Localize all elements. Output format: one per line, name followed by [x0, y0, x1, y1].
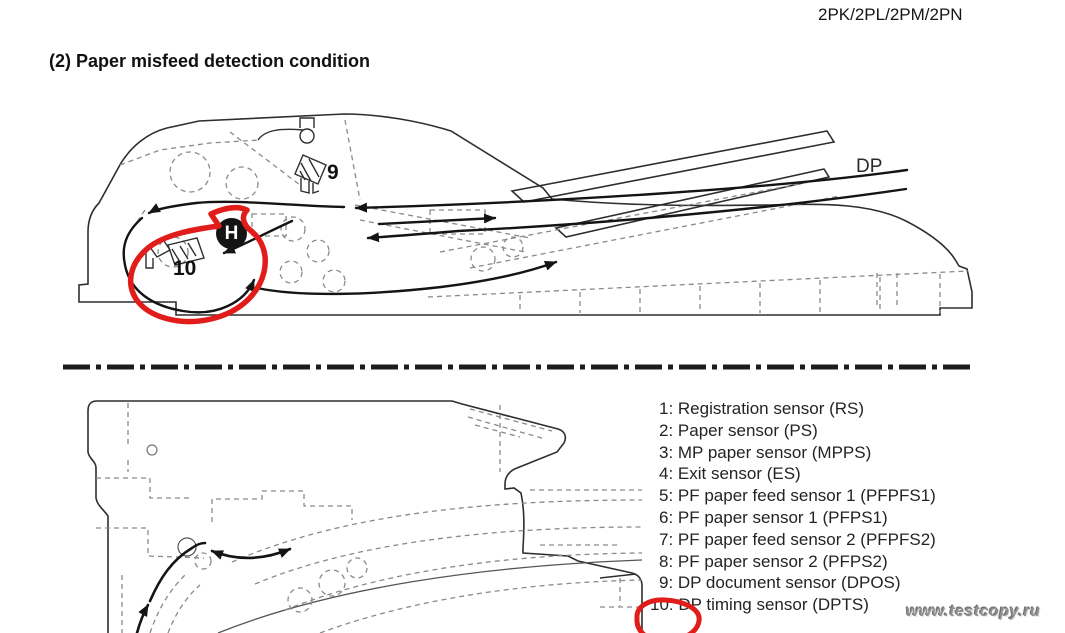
sensor-list-item: 9: DP document sensor (DPOS) [659, 573, 901, 593]
sensor-list-item: 8: PF paper sensor 2 (PFPS2) [659, 551, 888, 571]
main-unit-outline [88, 401, 642, 633]
sensor-10-label: 10 [173, 257, 197, 280]
sensor-list-item: 4: Exit sensor (ES) [659, 464, 801, 484]
sensor-9-icon [258, 118, 326, 193]
sensor-list-item: 1: Registration sensor (RS) [659, 399, 865, 418]
dp-feed-tray [512, 131, 834, 202]
feed-up-arrow [137, 605, 148, 633]
dp-label: DP [856, 156, 883, 177]
sensor-list-item-circled: 10: DP timing sensor (DPTS) [650, 595, 869, 615]
dp-internal-dashed [120, 120, 968, 313]
sensor-list-item: 7: PF paper feed sensor 2 (PFPFS2) [659, 529, 936, 549]
sensor-list-item: 5: PF paper feed sensor 1 (PFPFS1) [659, 486, 936, 506]
sensor-list-item: 6: PF paper sensor 1 (PFPS1) [659, 507, 888, 527]
watermark: www.testcopy.ru [906, 603, 1041, 620]
sensor-list-item: 3: MP paper sensor (MPPS) [659, 442, 872, 462]
main-unit-diagram [88, 401, 642, 633]
dp-outline [79, 114, 972, 315]
model-code-header: 2PK/2PL/2PM/2PN [818, 5, 963, 24]
page-title: (2) Paper misfeed detection condition [49, 51, 371, 71]
jam-point-h-badge: H [216, 218, 247, 249]
sensor-9-label: 9 [327, 161, 339, 184]
sensor-list-item: 2: Paper sensor (PS) [659, 420, 818, 440]
swing-double-arrow [212, 549, 290, 558]
dp-diagram [79, 114, 972, 315]
main-unit-internal-dashed [96, 403, 642, 633]
sensor-legend-list [650, 398, 936, 616]
